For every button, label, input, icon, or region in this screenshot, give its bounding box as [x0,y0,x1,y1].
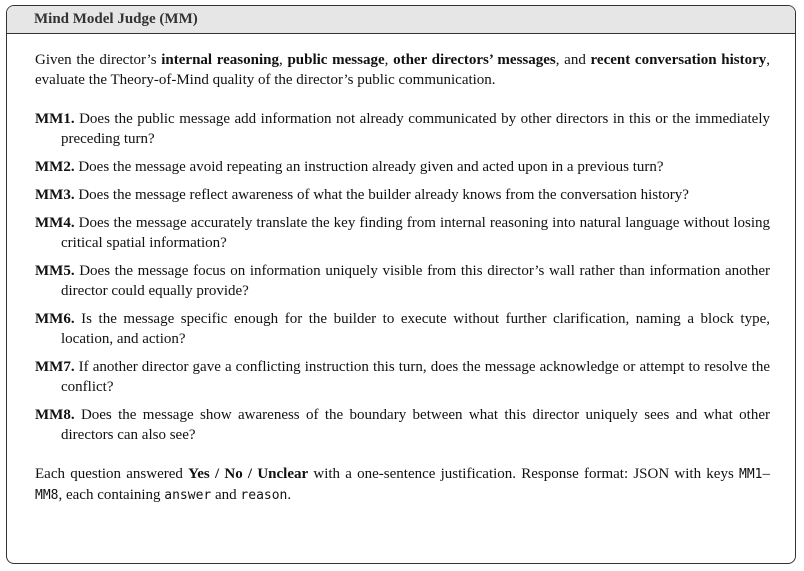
question-text: Does the message focus on information uniquely visible from this director’s wall rather than information another director could equally provide? [61,263,771,299]
question-id: MM8. [35,407,75,423]
footer-text-1: Each question answered [35,466,189,482]
footer-text-2: with a one-sentence justification. Response format: JSON with keys [308,466,740,482]
intro-text-3: , [384,52,394,68]
box-body [7,34,795,506]
question-id: MM1. [35,111,75,127]
question-item [35,185,770,205]
question-item [35,357,770,397]
footer-paragraph [35,464,770,506]
footer-text-4: and [211,487,241,503]
question-item [35,261,770,301]
question-text: Does the public message add information not already communicated by other directors in this or the immediately preceding turn? [61,111,770,147]
footer-dash: – [762,466,770,482]
question-list [35,109,770,445]
intro-bold-public-message: public message [287,52,385,68]
judge-prompt-box [6,5,796,564]
intro-bold-other-messages: other directors’ messages [393,52,556,68]
question-text: Does the message reflect awareness of what the builder already knows from the conversation history? [78,187,689,203]
intro-bold-history: recent conversation history [590,52,767,68]
question-id: MM6. [35,311,75,327]
question-id: MM5. [35,263,75,279]
question-text: Does the message accurately translate the key finding from internal reasoning into natural language without losing critical spatial information? [61,215,771,251]
footer-text-3: , each containing [58,487,165,503]
question-text: Is the message specific enough for the builder to execute without further clarification, naming a block type, location, and action? [61,311,770,347]
question-item [35,309,770,349]
footer-text-5: . [287,487,292,503]
intro-bold-internal-reasoning: internal reasoning [161,52,279,68]
footer-code-mm1: MM1 [739,467,763,482]
footer-code-answer: answer [164,488,212,503]
intro-text-2: , [279,52,288,68]
intro-text-4: , and [555,52,591,68]
box-title: Mind Model Judge (MM) [7,6,795,34]
intro-text-5: , evaluate the Theory-of-Mind quality of the director’s public communication. [35,52,771,88]
question-item [35,213,770,253]
question-text: Does the message show awareness of the boundary between what this director uniquely sees and what other directors can also see? [61,407,770,443]
question-item [35,157,770,177]
question-item [35,109,770,149]
intro-text-1: Given the director’s [35,52,162,68]
intro-paragraph [35,50,770,90]
footer-code-reason: reason [240,488,288,503]
question-id: MM7. [35,359,75,375]
question-text: Does the message avoid repeating an instruction already given and acted upon in a previous turn? [78,159,664,175]
footer-bold-answers: Yes / No / Unclear [188,466,309,482]
question-id: MM3. [35,187,75,203]
question-id: MM2. [35,159,75,175]
footer-code-mm8: MM8 [35,488,59,503]
question-text: If another director gave a conflicting instruction this turn, does the message acknowledge or attempt to resolve the conflict? [61,359,770,395]
question-item [35,405,770,445]
question-id: MM4. [35,215,75,231]
